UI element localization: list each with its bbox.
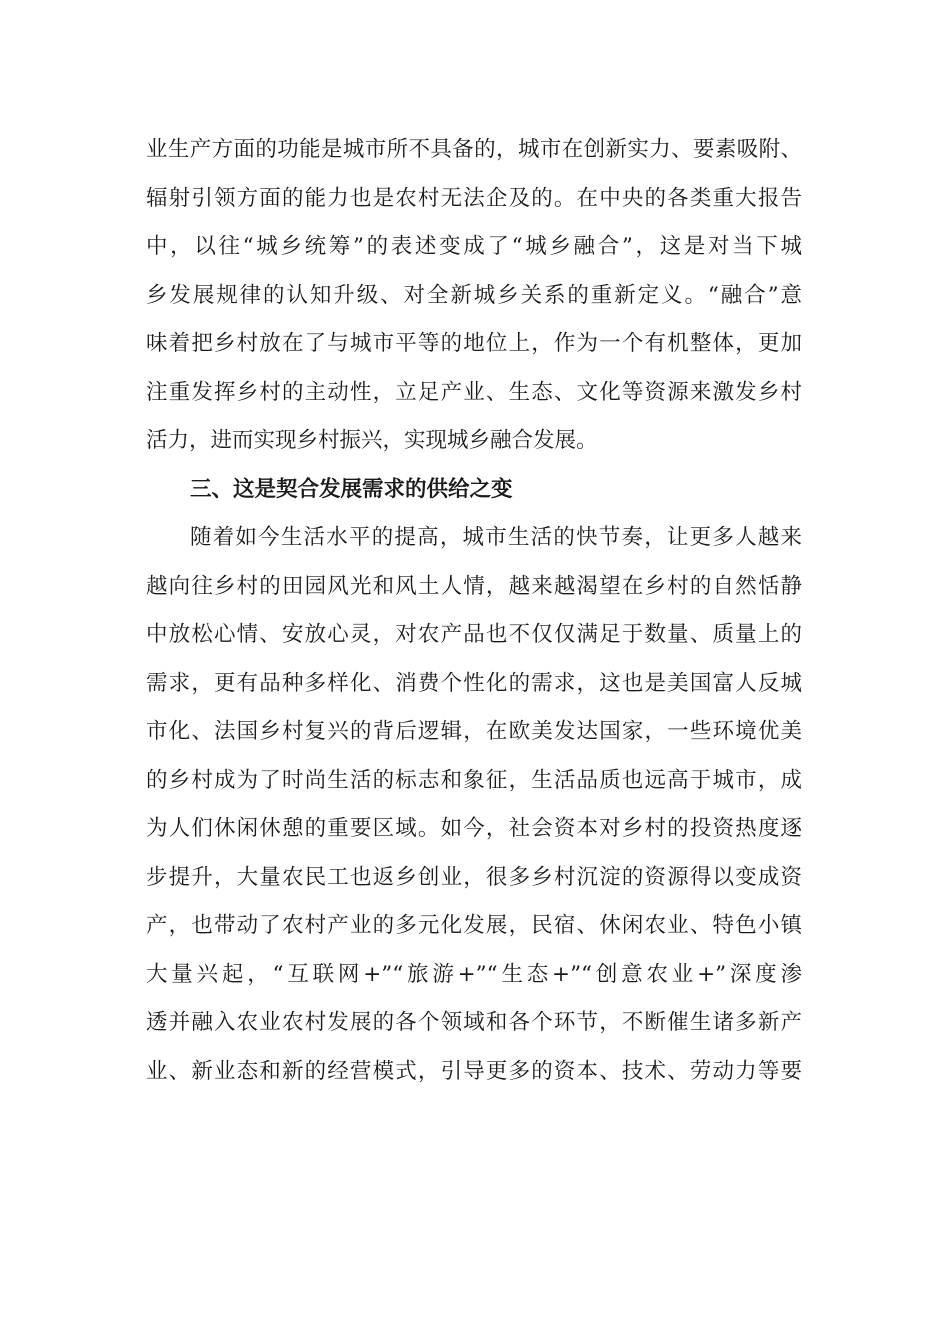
section-heading: 三、这是契合发展需求的供给之变 (190, 476, 513, 502)
text-line: 业、新业态和新的经营模式，引导更多的资本、技术、劳动力等要 (146, 1058, 802, 1084)
text-line: 中，以往“城乡统筹”的表述变成了“城乡融合”，这是对当下城 (146, 234, 802, 259)
text-line: 为人们休闲休憩的重要区域。如今，社会资本对乡村的投资热度逐 (146, 816, 802, 841)
paragraph-urban-rural-integration (146, 126, 802, 466)
text-line: 产，也带动了农村产业的多元化发展，民宿、休闲农业、特色小镇 (146, 913, 802, 938)
text-line: 乡发展规律的认知升级、对全新城乡关系的重新定义。“融合”意 (146, 282, 802, 308)
text-line: 大量兴起，“互联网+”“旅游+”“生态+”“创意农业+”深度渗 (146, 961, 802, 987)
document-body (146, 126, 802, 1096)
paragraph-supply-change (146, 514, 802, 1096)
text-line: 随着如今生活水平的提高，城市生活的快节奏，让更多人越来 (190, 525, 802, 550)
text-line: 中放松心情、安放心灵，对农产品也不仅仅满足于数量、质量上的 (146, 622, 802, 647)
text-line: 市化、法国乡村复兴的背后逻辑，在欧美发达国家，一些环境优美 (146, 719, 802, 744)
text-line: 的乡村成为了时尚生活的标志和象征，生活品质也远高于城市，成 (146, 767, 802, 793)
text-line: 透并融入农业农村发展的各个领域和各个环节，不断催生诸多新产 (146, 1010, 802, 1035)
text-line: 辐射引领方面的能力也是农村无法企及的。在中央的各类重大报告 (146, 185, 802, 211)
text-line: 味着把乡村放在了与城市平等的地位上，作为一个有机整体，更加 (146, 331, 802, 356)
text-line: 注重发挥乡村的主动性，立足产业、生态、文化等资源来激发乡村 (146, 379, 802, 405)
text-line: 业生产方面的功能是城市所不具备的，城市在创新实力、要素吸附、 (146, 137, 802, 162)
text-line: 越向往乡村的田园风光和风土人情，越来越渴望在乡村的自然恬静 (146, 573, 802, 599)
text-line: 需求，更有品种多样化、消费个性化的需求，这也是美国富人反城 (146, 670, 802, 696)
text-line: 活力，进而实现乡村振兴，实现城乡融合发展。 (146, 428, 598, 453)
text-line: 步提升，大量农民工也返乡创业，很多乡村沉淀的资源得以变成资 (146, 864, 802, 890)
